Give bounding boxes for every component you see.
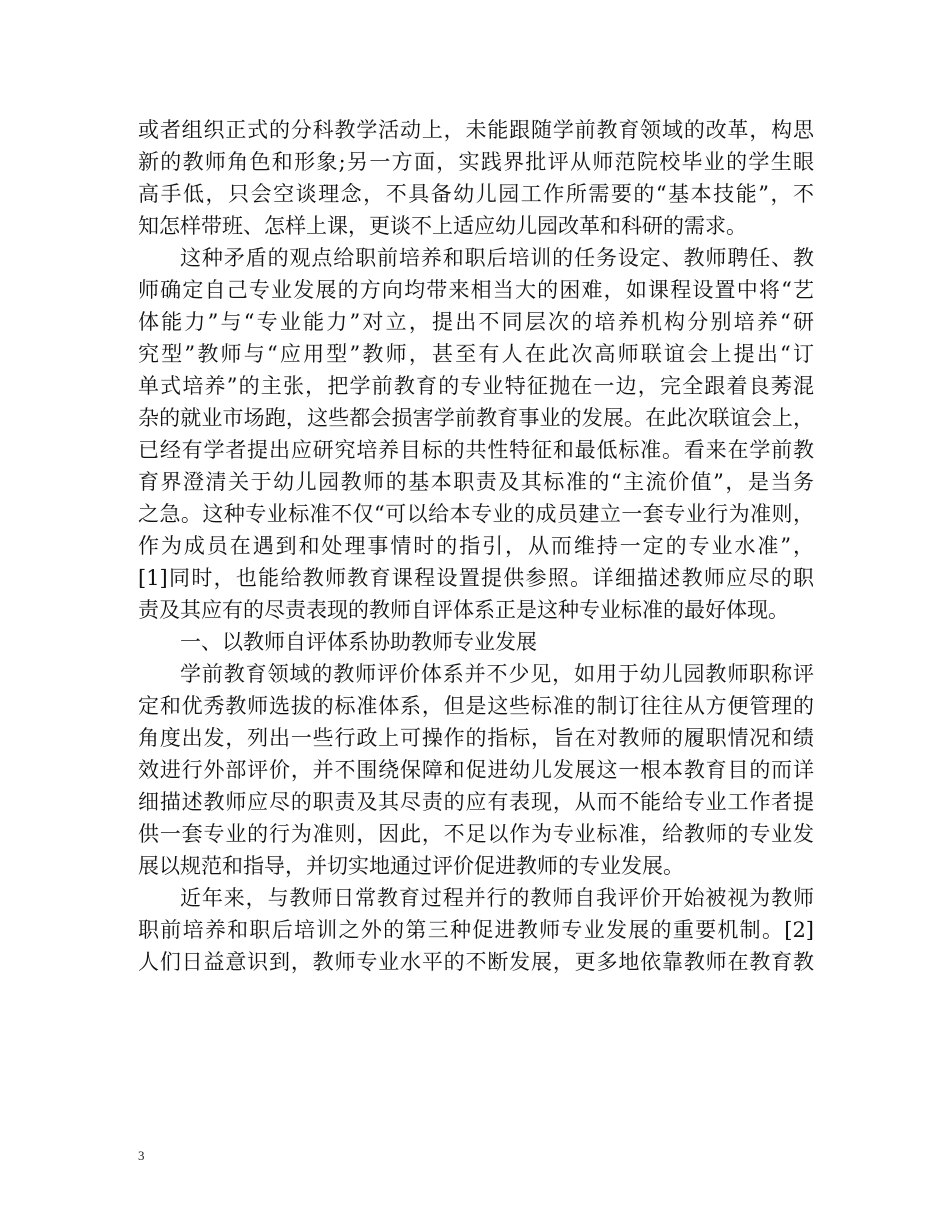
text-line: 这种矛盾的观点给职前培养和职后培训的任务设定、教师聘任、教 bbox=[180, 246, 814, 270]
text-line: 高手低，只会空谈理念，不具备幼儿园工作所需要的“基本技能”，不 bbox=[138, 182, 814, 206]
text-line: 近年来，与教师日常教育过程并行的教师自我评价开始被视为教师 bbox=[180, 886, 814, 910]
text-line: 责及其应有的尽责表现的教师自评体系正是这种专业标准的最好体现。 bbox=[138, 598, 789, 622]
text-line: 体能力”与“专业能力”对立，提出不同层次的培养机构分别培养“研 bbox=[138, 310, 814, 334]
text-line: 一、以教师自评体系协助教师专业发展 bbox=[180, 630, 537, 654]
text-line: 之急。这种专业标准不仅“可以给本专业的成员建立一套专业行为准则， bbox=[138, 502, 814, 526]
body-text bbox=[138, 114, 814, 978]
text-line: 单式培养”的主张，把学前教育的专业特征抛在一边，完全跟着良莠混 bbox=[138, 374, 814, 398]
text-line: 人们日益意识到，教师专业水平的不断发展，更多地依靠教师在教育教 bbox=[138, 950, 814, 974]
text-line: 角度出发，列出一些行政上可操作的指标，旨在对教师的履职情况和绩 bbox=[138, 726, 814, 750]
text-line: 定和优秀教师选拔的标准体系，但是这些标准的制订往往从方便管理的 bbox=[138, 694, 814, 718]
text-line: 职前培养和职后培训之外的第三种促进教师专业发展的重要机制。[2] bbox=[138, 918, 814, 942]
text-line: 师确定自己专业发展的方向均带来相当大的困难，如课程设置中将“艺 bbox=[138, 278, 814, 302]
text-line: 知怎样带班、怎样上课，更谈不上适应幼儿园改革和科研的需求。 bbox=[138, 214, 747, 238]
text-line: 作为成员在遇到和处理事情时的指引，从而维持一定的专业水准”， bbox=[138, 534, 814, 558]
text-line: 供一套专业的行为准则，因此，不足以作为专业标准，给教师的专业发 bbox=[138, 822, 814, 846]
text-line: 育界澄清关于幼儿园教师的基本职责及其标准的“主流价值”，是当务 bbox=[138, 470, 814, 494]
text-line: 或者组织正式的分科教学活动上，未能跟随学前教育领域的改革，构思 bbox=[138, 118, 814, 142]
page-number: 3 bbox=[138, 1148, 145, 1163]
text-line: 究型”教师与“应用型”教师，甚至有人在此次高师联谊会上提出“订 bbox=[138, 342, 814, 366]
text-line: 细描述教师应尽的职责及其尽责的应有表现，从而不能给专业工作者提 bbox=[138, 790, 814, 814]
text-line: 学前教育领域的教师评价体系并不少见，如用于幼儿园教师职称评 bbox=[180, 662, 814, 686]
text-line: 效进行外部评价，并不围绕保障和促进幼儿发展这一根本教育目的而详 bbox=[138, 758, 814, 782]
text-line: 展以规范和指导，并切实地通过评价促进教师的专业发展。 bbox=[138, 854, 684, 878]
text-line: 新的教师角色和形象;另一方面，实践界批评从师范院校毕业的学生眼 bbox=[138, 150, 814, 174]
text-line: 杂的就业市场跑，这些都会损害学前教育事业的发展。在此次联谊会上， bbox=[138, 406, 814, 430]
text-line: 已经有学者提出应研究培养目标的共性特征和最低标准。看来在学前教 bbox=[138, 438, 814, 462]
text-line: [1]同时，也能给教师教育课程设置提供参照。详细描述教师应尽的职 bbox=[138, 566, 814, 590]
